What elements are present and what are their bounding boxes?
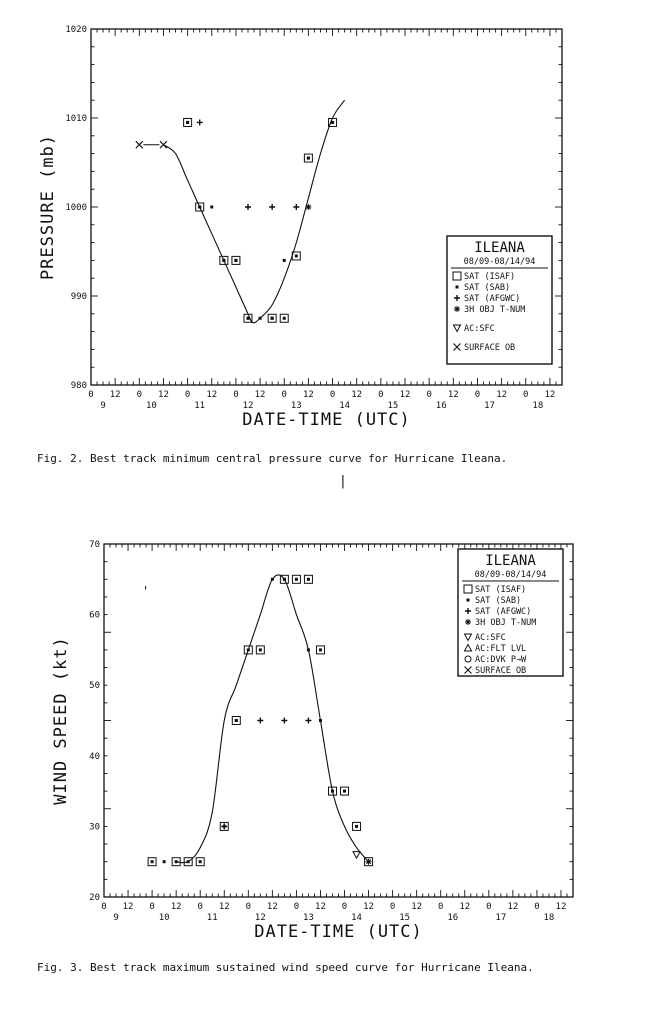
pressure-y-axis-title: PRESSURE (mb): [38, 133, 58, 281]
wind-day-label: 14: [351, 913, 362, 923]
pressure-x-tick-label: 0: [136, 390, 143, 400]
wind-day-label: 13: [303, 913, 314, 923]
wind-legend-label: AC:DVK P→W: [475, 655, 527, 665]
pressure-x-tick-label: 12: [351, 390, 363, 400]
pressure-x-tick-label: 12: [109, 390, 121, 400]
wind-x-tick-label: 0: [389, 902, 396, 912]
wind-y-tick-label: 60: [89, 610, 100, 621]
stray-mark: |: [339, 474, 347, 489]
wind-legend-marker-star: [465, 619, 471, 625]
wind-point-square-center: [151, 860, 154, 863]
pressure-legend-label: SAT (ISAF): [464, 272, 516, 282]
wind-point-square-center: [175, 860, 178, 863]
wind-legend-item: [465, 655, 527, 665]
wind-point-square-center: [295, 578, 298, 581]
wind-legend-item: [467, 596, 522, 606]
wind-y-tick-label: 70: [89, 540, 100, 550]
wind-point-plus: [257, 718, 263, 724]
wind-x-tick-label: 0: [341, 902, 348, 912]
pressure-y-tick-label: 990: [70, 292, 87, 302]
wind-point-dot: [163, 860, 166, 863]
pressure-x-tick-label: 0: [523, 390, 529, 400]
pressure-x-tick-label: 12: [399, 390, 411, 400]
pressure-legend-subtitle: 08/09-08/14/94: [463, 257, 536, 267]
stray-mark-2: ': [142, 584, 150, 598]
wind-legend: [458, 549, 563, 676]
wind-x-tick-label: 12: [218, 902, 230, 912]
wind-legend-subtitle: 08/09-08/14/94: [474, 570, 547, 580]
pressure-x-tick-label: 12: [302, 390, 314, 400]
pressure-x-tick-label: 0: [378, 390, 384, 400]
pressure-x-tick-label: 0: [184, 390, 191, 400]
pressure-x-tick-label: 12: [206, 390, 218, 400]
wind-x-tick-label: 0: [486, 902, 492, 912]
wind-day-label: 12: [254, 913, 266, 923]
wind-y-tick-label: 50: [89, 681, 100, 692]
pressure-x-tick-label: 12: [158, 390, 169, 400]
wind-point-star: [366, 859, 372, 865]
pressure-legend-label: AC:SFC: [464, 324, 495, 334]
wind-series-tri-down: [353, 852, 360, 859]
wind-legend-item: [465, 607, 531, 617]
wind-day-label: 9: [113, 913, 119, 923]
pressure-x-tick-label: 0: [233, 390, 239, 400]
wind-x-tick-label: 0: [197, 902, 203, 912]
wind-x-tick-label: 0: [149, 902, 155, 912]
wind-point-tri-down: [353, 852, 360, 859]
wind-legend-label: SAT (SAB): [475, 596, 522, 606]
wind-x-tick-label: 12: [411, 902, 423, 912]
wind-y-tick-label: 30: [89, 822, 100, 833]
wind-point-dot: [319, 719, 322, 722]
wind-legend-label: AC:FLT LVL: [475, 644, 527, 654]
pressure-day-label: 12: [242, 401, 254, 411]
wind-point-square-center: [259, 648, 262, 651]
pressure-day-label: 14: [339, 401, 351, 411]
wind-day-label: 18: [543, 913, 555, 923]
wind-x-tick-label: 12: [363, 902, 374, 912]
pressure-day-label: 16: [435, 401, 447, 411]
wind-point-dot: [307, 648, 310, 651]
wind-day-label: 10: [158, 913, 170, 923]
wind-point-plus: [221, 823, 227, 829]
wind-y-axis-title: WIND SPEED (kt): [51, 636, 71, 805]
wind-day-label: 11: [206, 913, 218, 923]
pressure-day-label: 17: [484, 401, 495, 411]
pressure-x-tick-label: 0: [88, 390, 94, 400]
pressure-y-tick-label: 1000: [65, 203, 87, 213]
wind-series-star: [366, 859, 372, 865]
wind-point-dot: [271, 578, 274, 581]
pressure-x-tick-label: 12: [254, 390, 266, 400]
pressure-y-tick-label: 1010: [65, 114, 87, 124]
wind-day-label: 17: [495, 913, 507, 923]
pressure-x-axis-title: DATE-TIME (UTC): [242, 410, 411, 430]
wind-x-tick-label: 12: [459, 902, 471, 912]
wind-series-plus: [221, 718, 311, 830]
wind-x-tick-label: 0: [438, 902, 444, 912]
pressure-day-label: 18: [532, 401, 544, 411]
wind-x-tick-label: 0: [101, 902, 107, 912]
wind-point-square-center: [343, 790, 346, 793]
wind-day-label: 15: [399, 913, 411, 923]
wind-x-tick-label: 12: [122, 902, 134, 912]
wind-legend-label: SURFACE OB: [475, 666, 527, 676]
wind-legend-label: SAT (ISAF): [475, 585, 527, 595]
wind-x-tick-label: 12: [555, 902, 567, 912]
pressure-y-tick-label: 1020: [65, 25, 87, 35]
wind-point-square-center: [199, 860, 202, 863]
pressure-x-tick-label: 12: [544, 390, 556, 400]
pressure-legend-label: SAT (SAB): [464, 283, 511, 293]
pressure-legend-label: SAT (AFGWC): [464, 294, 521, 304]
wind-point-square-center: [307, 578, 310, 581]
wind-legend-label: 3H OBJ T-NUM: [475, 618, 537, 628]
pressure-day-label: 15: [387, 401, 399, 411]
wind-legend-title: ILEANA: [485, 553, 536, 569]
wind-x-tick-label: 0: [245, 902, 252, 912]
wind-x-tick-label: 12: [315, 902, 326, 912]
pressure-x-tick-label: 0: [329, 390, 336, 400]
wind-point-dot: [235, 719, 238, 722]
wind-point-square-center: [331, 790, 334, 793]
wind-legend-marker-dot: [467, 599, 470, 602]
wind-legend-label: AC:SFC: [475, 633, 506, 643]
figure-3-caption: Fig. 3. Best track maximum sustained wind speed curve for Hurricane Ileana.: [37, 961, 534, 974]
wind-day-label: 16: [447, 913, 459, 923]
wind-y-tick-label: 40: [89, 751, 100, 762]
pressure-day-label: 11: [194, 401, 206, 411]
wind-best-track-curve: [176, 575, 368, 863]
wind-point-plus: [305, 718, 311, 724]
pressure-day-label: 13: [290, 401, 302, 411]
pressure-legend-title: ILEANA: [474, 240, 525, 256]
wind-x-tick-label: 0: [534, 902, 540, 912]
wind-point-square-center: [247, 648, 250, 651]
pressure-day-label: 9: [100, 401, 106, 411]
wind-point-plus: [281, 718, 287, 724]
pressure-legend-label: SURFACE OB: [464, 343, 516, 353]
pressure-x-tick-label: 12: [496, 390, 508, 400]
wind-point-square-center: [187, 860, 190, 863]
wind-point-square-center: [319, 648, 322, 651]
wind-point-square-center: [355, 825, 358, 828]
pressure-x-tick-label: 12: [447, 390, 459, 400]
wind-x-tick-label: 12: [266, 902, 278, 912]
wind-point-dot: [283, 578, 286, 581]
pressure-x-tick-label: 0: [281, 390, 287, 400]
pressure-x-tick-label: 0: [426, 390, 432, 400]
wind-y-tick-label: 20: [89, 893, 100, 903]
pressure-day-label: 10: [145, 401, 157, 411]
figure-2-caption: Fig. 2. Best track minimum central pressure curve for Hurricane Ileana.: [37, 452, 508, 465]
pressure-x-tick-label: 0: [474, 390, 481, 400]
pressure-y-tick-label: 980: [70, 381, 87, 391]
wind-legend-item: [465, 618, 536, 628]
wind-x-tick-label: 12: [170, 902, 182, 912]
wind-x-tick-label: 0: [293, 902, 300, 912]
wind-x-axis-title: DATE-TIME (UTC): [254, 922, 423, 942]
wind-x-tick-label: 12: [507, 902, 519, 912]
wind-legend-label: SAT (AFGWC): [475, 607, 532, 617]
pressure-legend-label: 3H OBJ T-NUM: [464, 305, 526, 315]
